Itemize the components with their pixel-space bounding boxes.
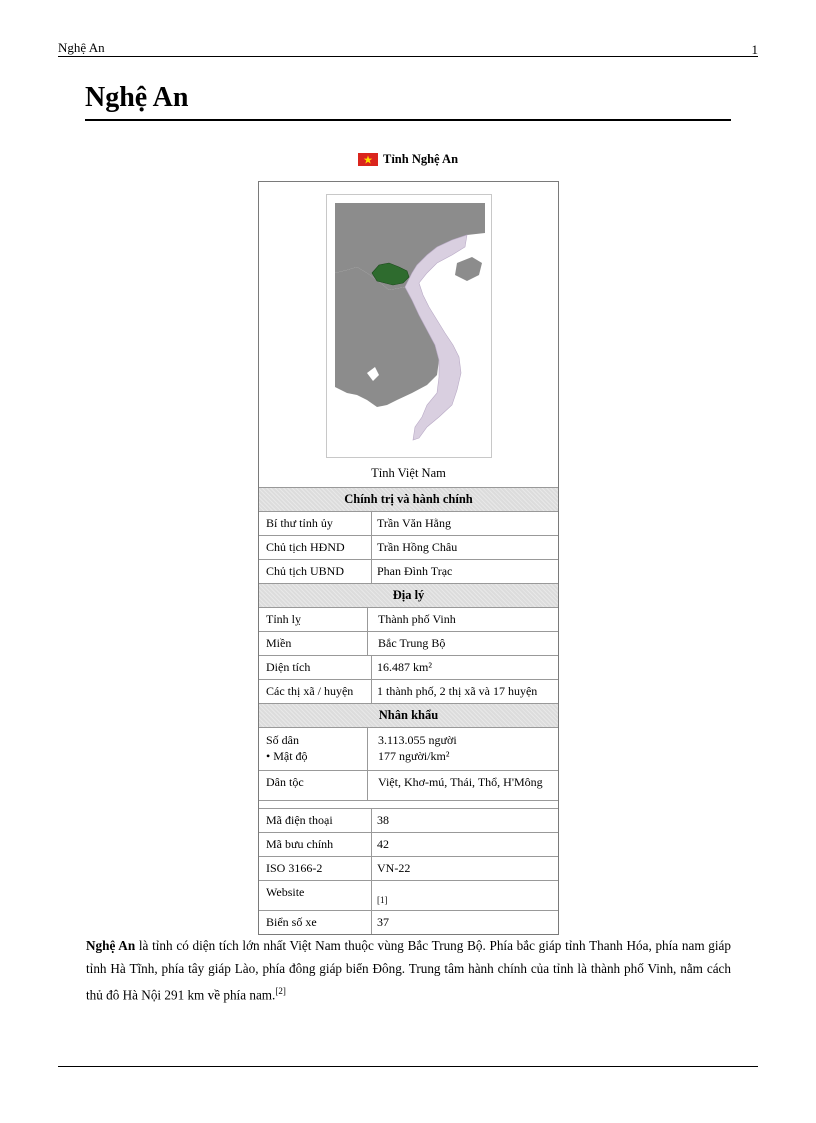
row-key: Mã điện thoại [259, 809, 372, 832]
row-value: 16.487 km² [377, 660, 432, 674]
infobox-row [259, 809, 558, 833]
intro-bold-name: Nghệ An [86, 938, 136, 953]
infobox [258, 181, 559, 935]
row-key: Mã bưu chính [259, 833, 372, 856]
location-map[interactable] [326, 194, 492, 458]
row-key: Bí thư tỉnh ủy [259, 512, 372, 535]
row-value[interactable]: Trần Văn Hằng [377, 516, 451, 530]
infobox-row [259, 911, 558, 934]
running-title: Nghệ An [58, 40, 105, 55]
row-key: Chủ tịch UBND [259, 560, 372, 583]
population-key: Số dân [266, 733, 299, 747]
infobox-row [259, 560, 558, 584]
section-demographics: Nhân khẩu [259, 704, 558, 728]
map-cell [259, 182, 558, 488]
row-key: Biển số xe [259, 911, 372, 934]
infobox-row [259, 680, 558, 704]
website-link[interactable]: [1] [377, 895, 388, 905]
running-header [58, 40, 758, 57]
section-geography: Địa lý [259, 584, 558, 608]
intro-text: là tỉnh có diện tích lớn nhất Việt Nam thuộc vùng Bắc Trung Bộ. Phía bắc giáp tỉnh Thanh Hóa, phía nam giáp tỉnh Hà Tĩnh, phía tây giáp Lào, phía đông giáp biển Đông. Trung tâm hành chính của tỉnh là thành phố Vinh, nằm cách thủ đô Hà Nội 291 km về phía nam. [86, 938, 732, 1003]
row-value [372, 881, 558, 910]
page-number: 1 [751, 42, 758, 57]
infobox-row [259, 632, 558, 656]
row-key: Miền [259, 632, 368, 655]
infobox-row [259, 536, 558, 560]
density-value: 177 người/km² [378, 749, 450, 763]
row-value[interactable]: Việt, Khơ-mú, Thái, Thổ, H'Mông [378, 775, 543, 789]
row-value[interactable]: Thành phố Vinh [378, 612, 456, 626]
row-value: VN-22 [377, 861, 411, 875]
infobox-row [259, 881, 558, 911]
row-key: Website [259, 881, 372, 910]
row-key: ISO 3166-2 [259, 857, 372, 880]
infobox-caption [258, 152, 558, 167]
row-key: Chủ tịch HĐND [259, 536, 372, 559]
section-politics: Chính trị và hành chính [259, 488, 558, 512]
row-key: Các thị xã / huyện [259, 680, 372, 703]
row-key [259, 728, 368, 770]
infobox-divider [259, 801, 558, 809]
row-value[interactable]: Trần Hồng Châu [377, 540, 458, 554]
row-value: 38 [377, 813, 389, 827]
population-value: 3.113.055 người [378, 733, 457, 747]
page-title: Nghệ An [85, 80, 731, 121]
row-key: Tỉnh lỵ [259, 608, 368, 631]
infobox-row [259, 512, 558, 536]
vietnam-flag-icon [358, 153, 378, 166]
map-label: Tỉnh Việt Nam [371, 466, 446, 480]
row-key: Diện tích [259, 656, 372, 679]
infobox-row [259, 857, 558, 881]
row-value: 42 [377, 837, 389, 851]
row-value [368, 728, 558, 770]
row-value[interactable]: Bắc Trung Bộ [378, 636, 446, 650]
infobox-row [259, 771, 558, 801]
row-value: 1 thành phố, 2 thị xã và 17 huyện [377, 684, 538, 698]
footnote-ref[interactable]: [2] [275, 986, 286, 996]
row-key: Dân tộc [259, 771, 368, 800]
infobox-caption-text[interactable]: Tỉnh Nghệ An [382, 152, 459, 166]
infobox-row [259, 656, 558, 680]
intro-paragraph [86, 934, 731, 1006]
infobox-row [259, 608, 558, 632]
density-key: • Mật độ [266, 749, 308, 763]
infobox-row [259, 833, 558, 857]
row-value: 37 [377, 915, 389, 929]
infobox-row [259, 728, 558, 771]
row-value[interactable]: Phan Đình Trạc [377, 564, 453, 578]
footer-rule [58, 1066, 758, 1067]
